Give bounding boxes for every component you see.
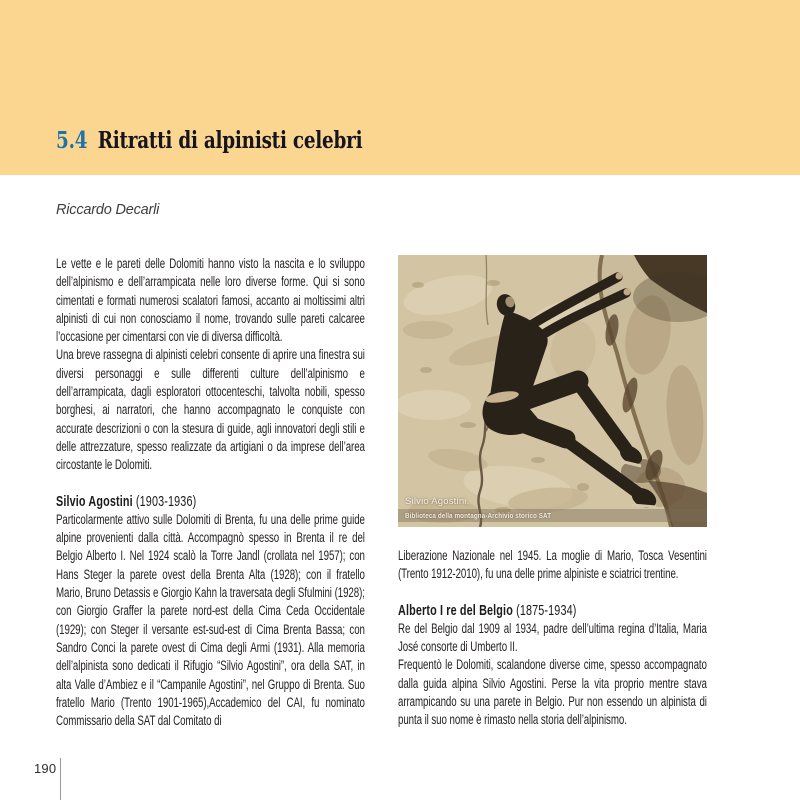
left-column — [56, 255, 365, 730]
section-heading — [56, 127, 362, 154]
subheading-name: Alberto I re del Belgio — [398, 601, 513, 619]
paragraph: Re del Belgio dal 1909 al 1934, padre dell’ultima regina d’Italia, Maria José consorte di Umberto II. — [398, 620, 707, 655]
photo-caption-credit: Biblioteca della montagna-Archivio storico SAT — [405, 513, 552, 520]
article-columns — [56, 255, 707, 730]
footer-rule — [60, 758, 61, 800]
paragraph: Liberazione Nazionale nel 1945. La moglie di Mario, Tosca Vesentini (Trento 1912-2010), fu una delle prime alpiniste e sciatrici trentine. — [398, 548, 707, 582]
paragraph: Particolarmente attivo sulle Dolomiti di Brenta, fu una delle prime guide alpine provenienti dalla città. Accompagnò spesso in Brenta il re del Belgio Alberto I. Nel 1924 scalò la Torre Jandl (crollata nel 1957); con Hans Steger la parete ovest della Brenta Alta (1928); con il fratello Mario, Bruno Detassis e Giorgio Kahn la traversata degli Sfulmini (1928); con Giorgio Graffer la parete nord-est della Cima Ceda Occidentale (1929); con Steger il versante est-sud-est di Cima Brenta Bassa; con Sandro Conci la parete ovest di Cima degli Armi (1931). Alla memoria dell’alpinista sono dedicati il Rifugio “Silvio Agostini”, ora della SAT, in alta Valle d’Ambiez e il “Campanile Agostini”, nel Gruppo di Brenta. Suo fratello Mario (Trento 1901-1965),Accademico del CAI, fu nominato Commissario della SAT dal Comitato di — [56, 511, 365, 729]
page-number: 190 — [34, 761, 57, 776]
author-name: Riccardo Decarli — [56, 202, 160, 218]
paragraph: Le vette e le pareti delle Dolomiti hanno visto la nascita e lo sviluppo dell’alpinismo e dell’arrampicata nelle loro diverse forme. Qui si sono cimentati e formati numerosi scalatori famosi, accanto ai moltissimi altri alpinisti di cui non conosciamo il nome, trovando sulle pareti calcaree l’occasione per cimentarsi con vie di diversa difficoltà. — [56, 256, 365, 345]
paragraph: Frequentò le Dolomiti, scalandone diverse cime, spesso accompagnato dalla guida alpina Silvio Agostini. Perse la vita proprio mentre stava arrampicando su una parete in Belgio. Pur non essendo un alpinista di punta il suo nome è rimasto nella storia dell’alpinismo. — [398, 657, 707, 728]
subheading-alberto-re-belgio — [398, 602, 707, 620]
climber-photo — [398, 255, 707, 527]
photo-caption-title: Silvio Agostini. — [405, 496, 470, 507]
subheading-silvio-agostini — [56, 493, 365, 511]
paragraph: Una breve rassegna di alpinisti celebri consente di aprire una finestra sui diversi personaggi e sulle differenti culture dell’alpinismo e dell’arrampicata, dagli esploratori ottocenteschi, talvolta nobili, spesso borghesi, ai narratori, che hanno accompagnato le conquiste con accurate descrizioni o con la stesura di guide, agli innovatori degli stili e delle attrezzature, spesso realizzate da artigiani o da imprese dell’area circostante le Dolomiti. — [56, 347, 365, 473]
section-number: 5.4 — [56, 127, 88, 154]
section-title: Ritratti di alpinisti celebri — [97, 127, 363, 154]
subheading-name: Silvio Agostini — [56, 492, 133, 510]
subheading-dates: (1903-1936) — [132, 492, 197, 510]
climber-photo-illustration — [398, 255, 707, 527]
right-column — [398, 255, 707, 730]
subheading-dates: (1875-1934) — [512, 601, 577, 619]
